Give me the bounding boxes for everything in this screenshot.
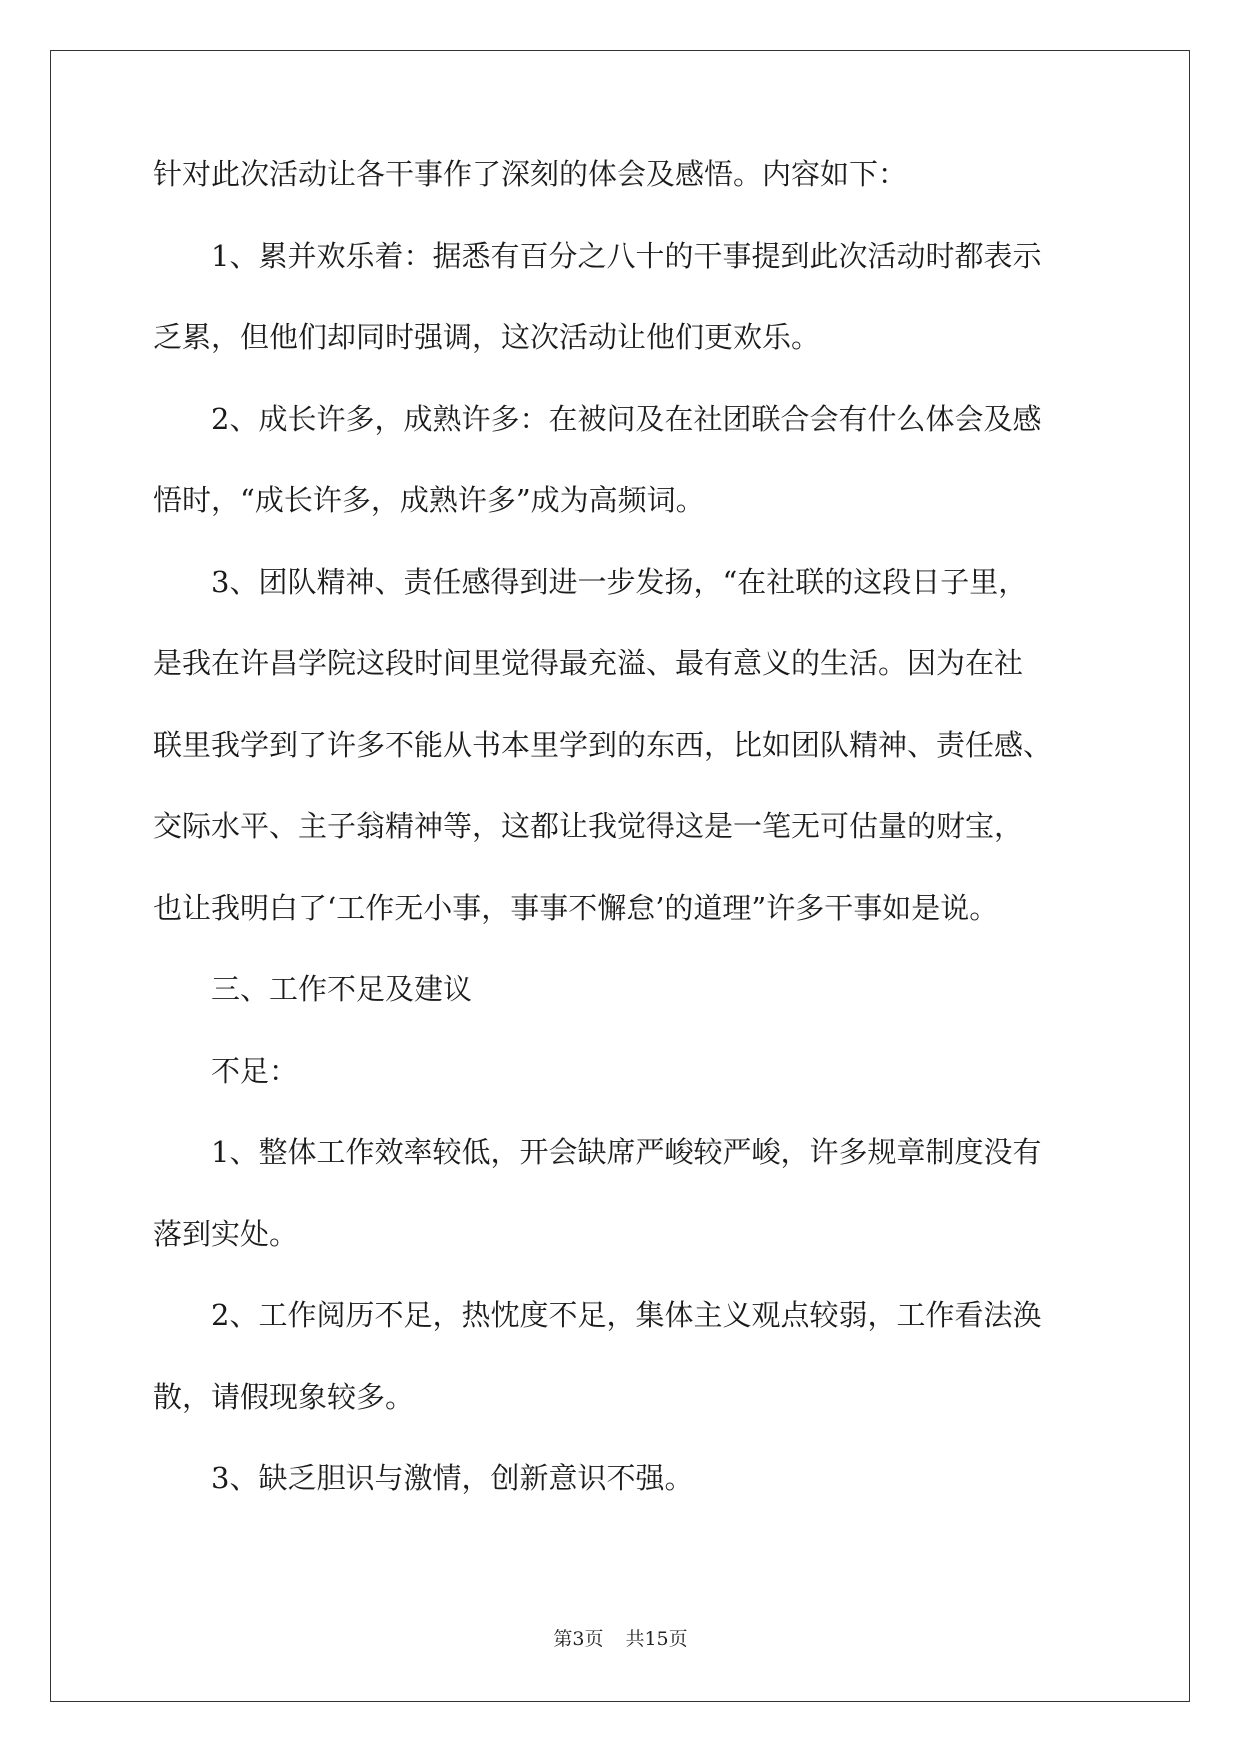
text-line: 乏累，但他们却同时强调，这次活动让他们更欢乐。 bbox=[153, 320, 821, 354]
text-line: 3、缺乏胆识与激情，创新意识不强。 bbox=[211, 1461, 694, 1495]
text-line: 3、团队精神、责任感得到进一步发扬，“在社联的这段日子里， bbox=[211, 564, 1028, 599]
text-line: 悟时，“成长许多，成熟许多”成为高频词。 bbox=[153, 483, 705, 517]
text-line: 散，请假现象较多。 bbox=[153, 1379, 415, 1414]
document-body bbox=[153, 157, 1093, 1546]
text-line: 1、整体工作效率较低，开会缺席严峻较严峻，许多规章制度没有 bbox=[211, 1135, 1042, 1169]
page-footer bbox=[0, 1624, 1241, 1651]
text-line: 2、工作阅历不足，热忱度不足，集体主义观点较弱，工作看法涣 bbox=[211, 1298, 1042, 1332]
text-line: 也让我明白了‘工作无小事，事事不懈怠’的道理”许多干事如是说。 bbox=[153, 890, 999, 925]
text-line: 1、累并欢乐着：据悉有百分之八十的干事提到此次活动时都表示 bbox=[211, 238, 1042, 273]
page-total: 共15页 bbox=[625, 1628, 688, 1650]
text-line: 交际水平、主子翁精神等，这都让我觉得这是一笔无可估量的财宝， bbox=[153, 809, 1024, 843]
text-line: 2、成长许多，成熟许多：在被问及在社团联合会有什么体会及感 bbox=[211, 401, 1042, 436]
text-line: 落到实处。 bbox=[153, 1216, 299, 1251]
text-line: 三、工作不足及建议 bbox=[211, 972, 473, 1006]
page-number: 第3页 bbox=[553, 1628, 604, 1650]
text-line: 针对此次活动让各干事作了深刻的体会及感悟。内容如下： bbox=[153, 157, 908, 191]
text-line: 联里我学到了许多不能从书本里学到的东西，比如团队精神、责任感、 bbox=[153, 727, 1053, 762]
text-line: 不足： bbox=[211, 1053, 299, 1088]
text-line: 是我在许昌学院这段时间里觉得最充溢、最有意义的生活。因为在社 bbox=[153, 646, 1024, 680]
